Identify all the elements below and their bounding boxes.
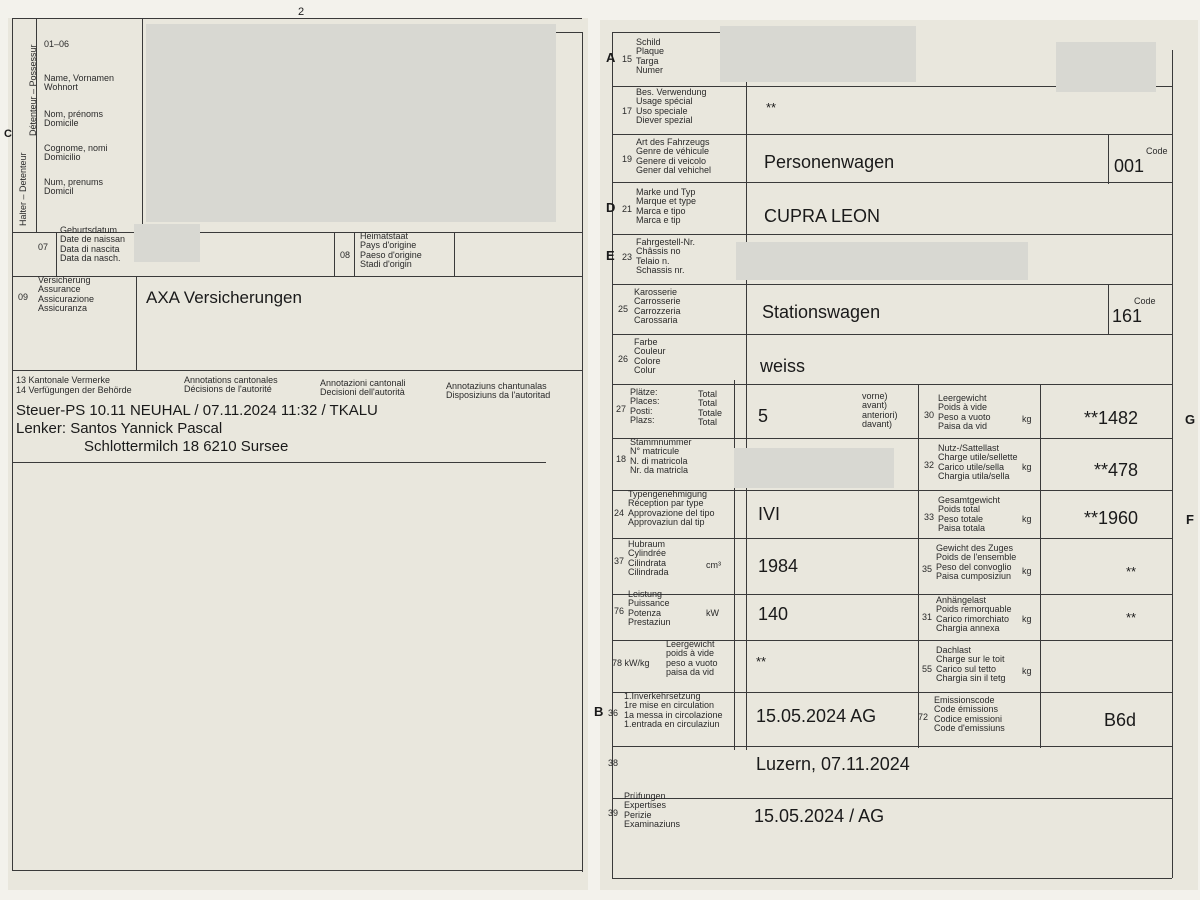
row-19-labels: Art des Fahrzeugs Genre de véhicule Genere di veicolo Gener dal vehichel	[636, 137, 712, 175]
row-19-no: 19	[622, 154, 633, 164]
row-39-no: 39	[608, 808, 619, 818]
row-27-no: 27	[616, 404, 627, 414]
row-72-no: 72	[918, 712, 929, 722]
row-15-letter: A	[606, 50, 616, 65]
holder-name-redacted	[146, 24, 556, 222]
row-15-labels: Schild Plaque Targa Numer	[636, 37, 665, 75]
annot-line-1: Steuer-PS 10.11 NEUHAL / 07.11.2024 11:32 / TKALU	[16, 402, 378, 419]
row-30-labels: Leergewicht Poids à vide Peso a vuoto Paisa da vid	[938, 393, 991, 431]
row-36-letter: B	[594, 704, 604, 719]
left-page	[4, 18, 588, 890]
row-76-labels: Leistung Puissance Potenza Prestaziun	[628, 589, 671, 627]
row-38-no: 38	[608, 758, 619, 768]
holder-side-label: Halter – Detenteur	[18, 152, 28, 226]
side-letter-f: F	[1186, 512, 1194, 527]
annot-line-3: Schlottermilch 18 6210 Sursee	[84, 438, 289, 455]
side-letter-g: G	[1185, 412, 1196, 427]
holder-field-no: 01–06	[44, 39, 70, 49]
row-21-value: CUPRA LEON	[764, 206, 881, 226]
holder-labels-de: Name, Vornamen Wohnort	[44, 73, 115, 93]
row-26-labels: Farbe Couleur Colore Colur	[634, 337, 666, 375]
annot-label-rm: Annotaziuns chantunalas Disposiziuns da l'autoritad	[446, 381, 551, 401]
plate-redacted	[720, 26, 916, 82]
row-31-value: **	[1126, 610, 1137, 625]
row-35-unit: kg	[1022, 566, 1032, 576]
row-30-no: 30	[924, 410, 935, 420]
holder-side-label-2: Détenteur – Possessur	[28, 44, 38, 136]
row-30-value: **1482	[1084, 408, 1139, 428]
row-33-no: 33	[924, 512, 935, 522]
row-35-labels: Gewicht des Zuges Poids de l'ensemble Peso del convoglio Paisa cumposiziun	[936, 543, 1017, 581]
row-19-code-label: Code	[1146, 146, 1168, 156]
row-27-labels: Plätze: Places: Posti: Plazs:	[630, 387, 660, 425]
row-33-unit: kg	[1022, 514, 1032, 524]
row-27-totals: Total Total Totale Total	[698, 389, 723, 427]
row-37-value: 1984	[758, 556, 799, 576]
annot-label-13: 13 Kantonale Vermerke	[16, 375, 111, 385]
row-27-value: 5	[758, 406, 769, 426]
row-35-value: **	[1126, 564, 1137, 579]
row-25-labels: Karosserie Carrosserie Carrozzeria Carossaria	[634, 287, 681, 325]
row-55-unit: kg	[1022, 666, 1032, 676]
row-76-value: 140	[758, 604, 789, 624]
insurance-value: AXA Versicherungen	[146, 288, 302, 307]
row-25-code: 161	[1112, 306, 1143, 326]
row-78-value: **	[756, 654, 767, 669]
origin-no: 08	[340, 250, 351, 260]
row-23-letter: E	[606, 248, 615, 263]
row-32-value: **478	[1094, 460, 1139, 480]
row-32-no: 32	[924, 460, 935, 470]
row-17-no: 17	[622, 106, 633, 116]
right-page	[594, 20, 1198, 890]
row-55-no: 55	[922, 664, 933, 674]
row-31-labels: Anhängelast Poids remorquable Carico rimorchiato Chargia annexa	[936, 595, 1012, 633]
row-37-unit: cm³	[706, 560, 721, 570]
row-17-value: **	[766, 100, 777, 115]
birth-no: 07	[38, 242, 49, 252]
row-36-no: 36	[608, 708, 619, 718]
insurance-no: 09	[18, 292, 29, 302]
row-21-letter: D	[606, 200, 616, 215]
row-39-value: 15.05.2024 / AG	[754, 806, 885, 826]
row-24-labels: Typengenehmigung Réception par type Approvazione del tipo Approvaziun dal tip	[628, 489, 715, 527]
row-25-code-label: Code	[1134, 296, 1156, 306]
holder-labels-fr: Nom, prénoms Domicile	[44, 109, 104, 129]
row-72-labels: Emissionscode Code émissions Codice emissioni Code d'emissiuns	[934, 695, 1005, 733]
row-33-labels: Gesamtgewicht Poids total Peso totale Paisa totala	[938, 495, 1001, 533]
row-78-no: 78 kW/kg	[612, 658, 650, 668]
row-18-labels: Stammnummer N° matricule N. di matricola Nr. da matricla	[630, 437, 692, 475]
annot-label-it: Annotazioni cantonali Decisioni dell'autorità	[320, 378, 406, 398]
row-21-labels: Marke und Typ Marque et type Marca e tipo Marca e tip	[636, 187, 697, 225]
matricule-redacted	[734, 448, 894, 488]
row-23-labels: Fahrgestell-Nr. Châssis no Telaio n. Schassis nr.	[636, 237, 696, 275]
row-31-no: 31	[922, 612, 933, 622]
annot-label-14: 14 Verfügungen der Behörde	[16, 385, 132, 395]
row-19-code: 001	[1114, 156, 1145, 176]
row-21-no: 21	[622, 204, 633, 214]
holder-labels-it: Cognome, nomi Domicilio	[44, 143, 108, 163]
row-76-no: 76	[614, 606, 625, 616]
row-36-labels: 1.Inverkehrsetzung 1re mise en circulation 1a messa in circolazione 1.entrada en circulaziun	[624, 691, 723, 729]
row-37-labels: Hubraum Cylindrée Cilindrata Cilindrada	[628, 539, 669, 577]
row-55-labels: Dachlast Charge sur le toit Carico sul tetto Chargia sin il tetg	[936, 645, 1006, 683]
row-25-no: 25	[618, 304, 629, 314]
row-17-labels: Bes. Verwendung Usage spécial Uso speciale Diever spezial	[636, 87, 707, 125]
row-36-value: 15.05.2024 AG	[756, 706, 877, 726]
row-25-value: Stationswagen	[762, 302, 881, 322]
row-37-no: 37	[614, 556, 625, 566]
chassis-redacted	[736, 242, 1028, 280]
row-78-labels: Leergewicht poids à vide peso a vuoto paisa da vid	[666, 639, 718, 677]
row-72-value: B6d	[1104, 710, 1137, 730]
page-number-left: 2	[298, 6, 305, 18]
row-26-value: weiss	[760, 356, 806, 376]
row-23-no: 23	[622, 252, 633, 262]
row-19-value: Personenwagen	[764, 152, 895, 172]
row-38-value: Luzern, 07.11.2024	[756, 754, 910, 774]
row-76-unit: kW	[706, 608, 719, 618]
origin-labels: Heimatstaat Pays d'origine Paeso d'origine Stadi d'origin	[360, 231, 422, 269]
row-33-value: **1960	[1084, 508, 1139, 528]
row-39-labels: Prüfungen Expertises Perizie Examinaziuns	[624, 791, 681, 829]
row-35-no: 35	[922, 564, 933, 574]
insurance-labels: Versicherung Assurance Assicurazione Assicuranza	[38, 275, 95, 313]
row-27-front: vorne) avant) anteriori) davant)	[862, 391, 898, 429]
row-26-no: 26	[618, 354, 629, 364]
annot-label-fr: Annotations cantonales Décisions de l'autorité	[184, 375, 278, 395]
plate-redacted-2	[1056, 42, 1156, 92]
section-letter-c: C	[4, 128, 12, 140]
row-15-no: 15	[622, 54, 633, 64]
row-32-labels: Nutz-/Sattellast Charge utile/sellette Carico utile/sella Chargia utila/sella	[938, 443, 1018, 481]
row-31-unit: kg	[1022, 614, 1032, 624]
row-30-unit: kg	[1022, 414, 1032, 424]
birth-date-redacted	[134, 224, 200, 262]
row-18-no: 18	[616, 454, 627, 464]
row-24-value: IVI	[758, 504, 781, 524]
row-24-no: 24	[614, 508, 625, 518]
holder-labels-rm: Num, prenums Domicil	[44, 177, 104, 197]
row-32-unit: kg	[1022, 462, 1032, 472]
birth-labels: Geburtsdatum Date de naissan Data di nascita Data da nasch.	[60, 225, 126, 263]
annot-line-2: Lenker: Santos Yannick Pascal	[16, 420, 223, 437]
